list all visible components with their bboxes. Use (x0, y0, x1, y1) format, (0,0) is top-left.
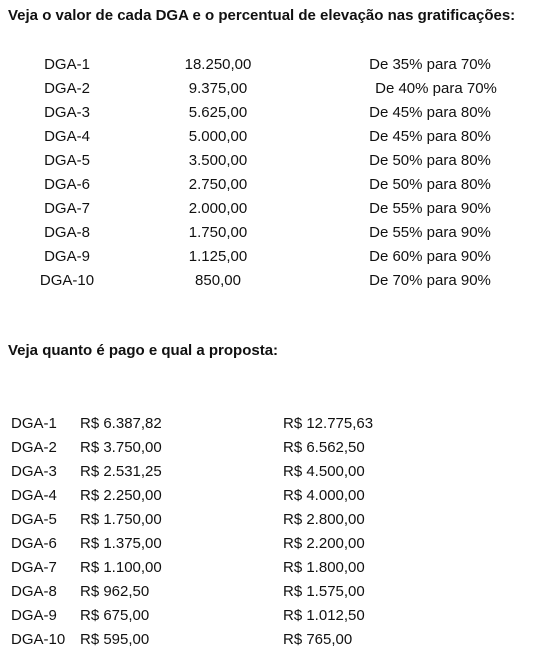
proposed-payment: R$ 1.012,50 (283, 607, 365, 624)
current-payment: R$ 962,50 (80, 583, 150, 600)
current-payment: R$ 675,00 (80, 607, 150, 624)
dga-code: DGA-5 (44, 152, 90, 169)
values-section-heading: Veja o valor de cada DGA e o percentual de elevação nas gratificações: (8, 7, 516, 24)
dga-value: 3.500,00 (188, 152, 248, 169)
current-payment: R$ 2.531,25 (80, 463, 162, 480)
table-row (0, 412, 551, 436)
proposed-payment: R$ 2.200,00 (283, 535, 365, 552)
dga-value: 2.750,00 (188, 176, 248, 193)
dga-code: DGA-8 (11, 583, 57, 600)
table-row (0, 245, 551, 269)
dga-increase: De 35% para 70% (369, 56, 491, 73)
dga-value: 1.750,00 (188, 224, 248, 241)
dga-code: DGA-4 (44, 128, 90, 145)
dga-code: DGA-1 (11, 415, 57, 432)
table-row (0, 532, 551, 556)
table-row (0, 149, 551, 173)
dga-values-table (0, 53, 551, 293)
current-payment: R$ 1.100,00 (80, 559, 162, 576)
payments-section-heading: Veja quanto é pago e qual a proposta: (8, 342, 279, 359)
table-row (0, 77, 551, 101)
table-row (0, 221, 551, 245)
current-payment: R$ 6.387,82 (80, 415, 162, 432)
dga-code: DGA-7 (11, 559, 57, 576)
current-payment: R$ 3.750,00 (80, 439, 162, 456)
dga-code: DGA-10 (39, 272, 95, 289)
proposed-payment: R$ 2.800,00 (283, 511, 365, 528)
dga-value: 2.000,00 (188, 200, 248, 217)
dga-increase: De 70% para 90% (369, 272, 491, 289)
dga-code: DGA-4 (11, 487, 57, 504)
current-payment: R$ 2.250,00 (80, 487, 162, 504)
table-row (0, 556, 551, 580)
table-row (0, 604, 551, 628)
table-row (0, 197, 551, 221)
dga-increase: De 45% para 80% (369, 104, 491, 121)
proposed-payment: R$ 1.575,00 (283, 583, 365, 600)
proposed-payment: R$ 1.800,00 (283, 559, 365, 576)
table-row (0, 508, 551, 532)
dga-increase: De 60% para 90% (369, 248, 491, 265)
proposed-payment: R$ 4.000,00 (283, 487, 365, 504)
dga-code: DGA-2 (44, 80, 90, 97)
table-row (0, 436, 551, 460)
dga-code: DGA-6 (44, 176, 90, 193)
table-row (0, 460, 551, 484)
dga-value: 5.625,00 (188, 104, 248, 121)
dga-value: 9.375,00 (188, 80, 248, 97)
dga-code: DGA-1 (44, 56, 90, 73)
current-payment: R$ 1.375,00 (80, 535, 162, 552)
dga-code: DGA-5 (11, 511, 57, 528)
table-row (0, 101, 551, 125)
dga-code: DGA-8 (44, 224, 90, 241)
dga-code: DGA-7 (44, 200, 90, 217)
dga-code: DGA-2 (11, 439, 57, 456)
dga-value: 18.250,00 (184, 56, 252, 73)
dga-value: 1.125,00 (188, 248, 248, 265)
current-payment: R$ 595,00 (80, 631, 150, 648)
proposed-payment: R$ 6.562,50 (283, 439, 365, 456)
dga-code: DGA-3 (11, 463, 57, 480)
proposed-payment: R$ 4.500,00 (283, 463, 365, 480)
current-payment: R$ 1.750,00 (80, 511, 162, 528)
table-row (0, 484, 551, 508)
dga-code: DGA-3 (44, 104, 90, 121)
dga-code: DGA-6 (11, 535, 57, 552)
table-row (0, 173, 551, 197)
dga-increase: De 55% para 90% (369, 224, 491, 241)
table-row (0, 628, 551, 652)
table-row (0, 125, 551, 149)
dga-increase: De 50% para 80% (369, 152, 491, 169)
table-row (0, 580, 551, 604)
dga-increase: De 55% para 90% (369, 200, 491, 217)
dga-payments-table (0, 412, 551, 652)
dga-increase: De 45% para 80% (369, 128, 491, 145)
table-row (0, 269, 551, 293)
dga-value: 850,00 (195, 272, 241, 289)
table-row (0, 53, 551, 77)
proposed-payment: R$ 765,00 (283, 631, 353, 648)
dga-value: 5.000,00 (188, 128, 248, 145)
dga-code: DGA-9 (11, 607, 57, 624)
proposed-payment: R$ 12.775,63 (283, 415, 374, 432)
dga-increase: De 50% para 80% (369, 176, 491, 193)
dga-code: DGA-10 (11, 631, 66, 648)
dga-increase: De 40% para 70% (375, 80, 497, 97)
dga-code: DGA-9 (44, 248, 90, 265)
